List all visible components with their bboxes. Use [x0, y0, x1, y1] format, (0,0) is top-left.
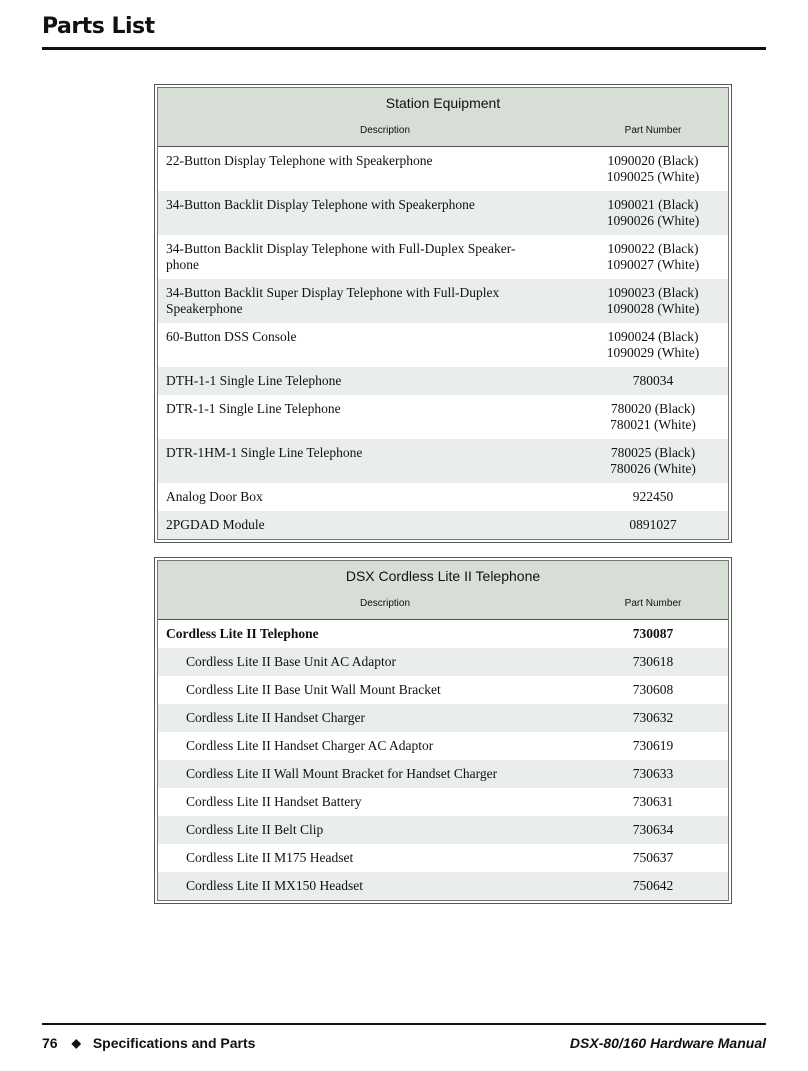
part-number-cell: [582, 367, 728, 395]
table-row: [158, 147, 728, 191]
part-number-line: 1090029 (White): [606, 345, 700, 360]
description-cell: Cordless Lite II M175 Headset: [186, 850, 354, 865]
part-number-cell: 730618: [632, 654, 674, 669]
description-cell: [158, 483, 582, 511]
table-row: [158, 732, 728, 760]
description-line: 34-Button Backlit Super Display Telephone with Full-Duplex: [166, 285, 500, 300]
description-line: 34-Button Backlit Display Telephone with Speakerphone: [166, 197, 475, 212]
description-cell: [158, 191, 582, 235]
table-header: [158, 88, 728, 147]
description-line: phone: [166, 257, 199, 272]
table-row: [158, 511, 728, 539]
table-header: [158, 561, 728, 620]
station-equipment-table: [154, 84, 732, 543]
description-line: 22-Button Display Telephone with Speakerphone: [166, 153, 433, 168]
part-number-line: 1090028 (White): [606, 301, 700, 316]
part-number-line: 1090020 (Black): [607, 153, 699, 168]
table-row: [158, 872, 728, 900]
part-number-cell: [582, 395, 728, 439]
part-number-cell: 730619: [632, 738, 674, 753]
table-title: DSX Cordless Lite II Telephone: [345, 568, 541, 584]
part-number-cell: [582, 511, 728, 539]
table-row: [158, 235, 728, 279]
description-line: DTR-1-1 Single Line Telephone: [166, 401, 341, 416]
description-cell: [158, 511, 582, 539]
table-row: [158, 760, 728, 788]
description-cell: Cordless Lite II MX150 Headset: [186, 878, 363, 893]
table-row: [158, 367, 728, 395]
description-cell: [158, 323, 582, 367]
description-cell: [158, 395, 582, 439]
part-number-cell: 730634: [632, 822, 674, 837]
part-number-cell: 750637: [632, 850, 674, 865]
part-number-line: 780026 (White): [610, 461, 696, 476]
table-row: [158, 395, 728, 439]
column-header-description: Description: [359, 125, 411, 136]
description-cell: Cordless Lite II Belt Clip: [186, 822, 324, 837]
description-cell: Cordless Lite II Telephone: [166, 626, 319, 641]
table-body: [158, 620, 728, 900]
part-number-cell: 730608: [632, 682, 674, 697]
description-cell: Cordless Lite II Base Unit AC Adaptor: [186, 654, 396, 669]
table-row: [158, 191, 728, 235]
description-cell: Cordless Lite II Handset Charger AC Adaptor: [186, 738, 434, 753]
page-number: 76: [42, 1035, 58, 1051]
part-number-line: 1090027 (White): [606, 257, 700, 272]
table-row: [158, 816, 728, 844]
part-number-line: 780034: [632, 373, 674, 388]
description-line: Analog Door Box: [166, 489, 263, 504]
part-number-line: 0891027: [629, 517, 677, 532]
footer-left: [42, 1035, 255, 1051]
section-name: Specifications and Parts: [92, 1035, 256, 1051]
title-rule: [42, 47, 766, 50]
part-number-cell: 730632: [632, 710, 674, 725]
description-cell: [158, 235, 582, 279]
column-header-description: Description: [359, 598, 411, 609]
part-number-cell: [582, 323, 728, 367]
description-cell: Cordless Lite II Handset Battery: [186, 794, 362, 809]
table-row: [158, 704, 728, 732]
diamond-icon: ◆: [71, 1036, 81, 1050]
table-row: [158, 676, 728, 704]
part-number-line: 1090023 (Black): [607, 285, 699, 300]
part-number-line: 1090022 (Black): [607, 241, 699, 256]
part-number-line: 780025 (Black): [610, 445, 696, 460]
part-number-cell: 730087: [632, 626, 674, 641]
page-title: Parts List: [42, 14, 155, 39]
table-row: [158, 323, 728, 367]
description-line: 2PGDAD Module: [166, 517, 265, 532]
description-cell: Cordless Lite II Base Unit Wall Mount Bracket: [186, 682, 441, 697]
description-line: DTH-1-1 Single Line Telephone: [166, 373, 342, 388]
part-number-cell: [582, 279, 728, 323]
table-row: [158, 844, 728, 872]
table-row: [158, 279, 728, 323]
column-header-part-number: Part Number: [624, 598, 682, 609]
description-cell: [158, 367, 582, 395]
part-number-line: 1090025 (White): [606, 169, 700, 184]
description-cell: [158, 439, 582, 483]
part-number-line: 1090024 (Black): [607, 329, 699, 344]
description-line: 34-Button Backlit Display Telephone with Full-Duplex Speaker-: [166, 241, 516, 256]
table-row: [158, 648, 728, 676]
description-line: Speakerphone: [166, 301, 243, 316]
table-row: [158, 620, 728, 648]
table-row: [158, 439, 728, 483]
table-row: [158, 483, 728, 511]
part-number-cell: 730631: [632, 794, 674, 809]
part-number-cell: [582, 147, 728, 191]
column-header-part-number: Part Number: [624, 125, 682, 136]
part-number-cell: 750642: [632, 878, 674, 893]
description-cell: Cordless Lite II Wall Mount Bracket for Handset Charger: [186, 766, 498, 781]
part-number-line: 1090021 (Black): [607, 197, 699, 212]
part-number-line: 780021 (White): [610, 417, 696, 432]
part-number-cell: [582, 483, 728, 511]
description-cell: [158, 147, 582, 191]
part-number-cell: [582, 191, 728, 235]
part-number-cell: 730633: [632, 766, 674, 781]
description-cell: Cordless Lite II Handset Charger: [186, 710, 365, 725]
table-row: [158, 788, 728, 816]
footer-rule: [42, 1023, 766, 1025]
table-body: [158, 147, 728, 539]
part-number-cell: [582, 439, 728, 483]
part-number-line: 780020 (Black): [610, 401, 696, 416]
part-number-line: 1090026 (White): [606, 213, 700, 228]
cordless-table: [154, 557, 732, 904]
description-cell: [158, 279, 582, 323]
description-line: 60-Button DSS Console: [166, 329, 297, 344]
manual-title: DSX-80/160 Hardware Manual: [569, 1035, 766, 1051]
table-title: Station Equipment: [385, 95, 501, 111]
part-number-line: 922450: [632, 489, 674, 504]
part-number-cell: [582, 235, 728, 279]
description-line: DTR-1HM-1 Single Line Telephone: [166, 445, 363, 460]
